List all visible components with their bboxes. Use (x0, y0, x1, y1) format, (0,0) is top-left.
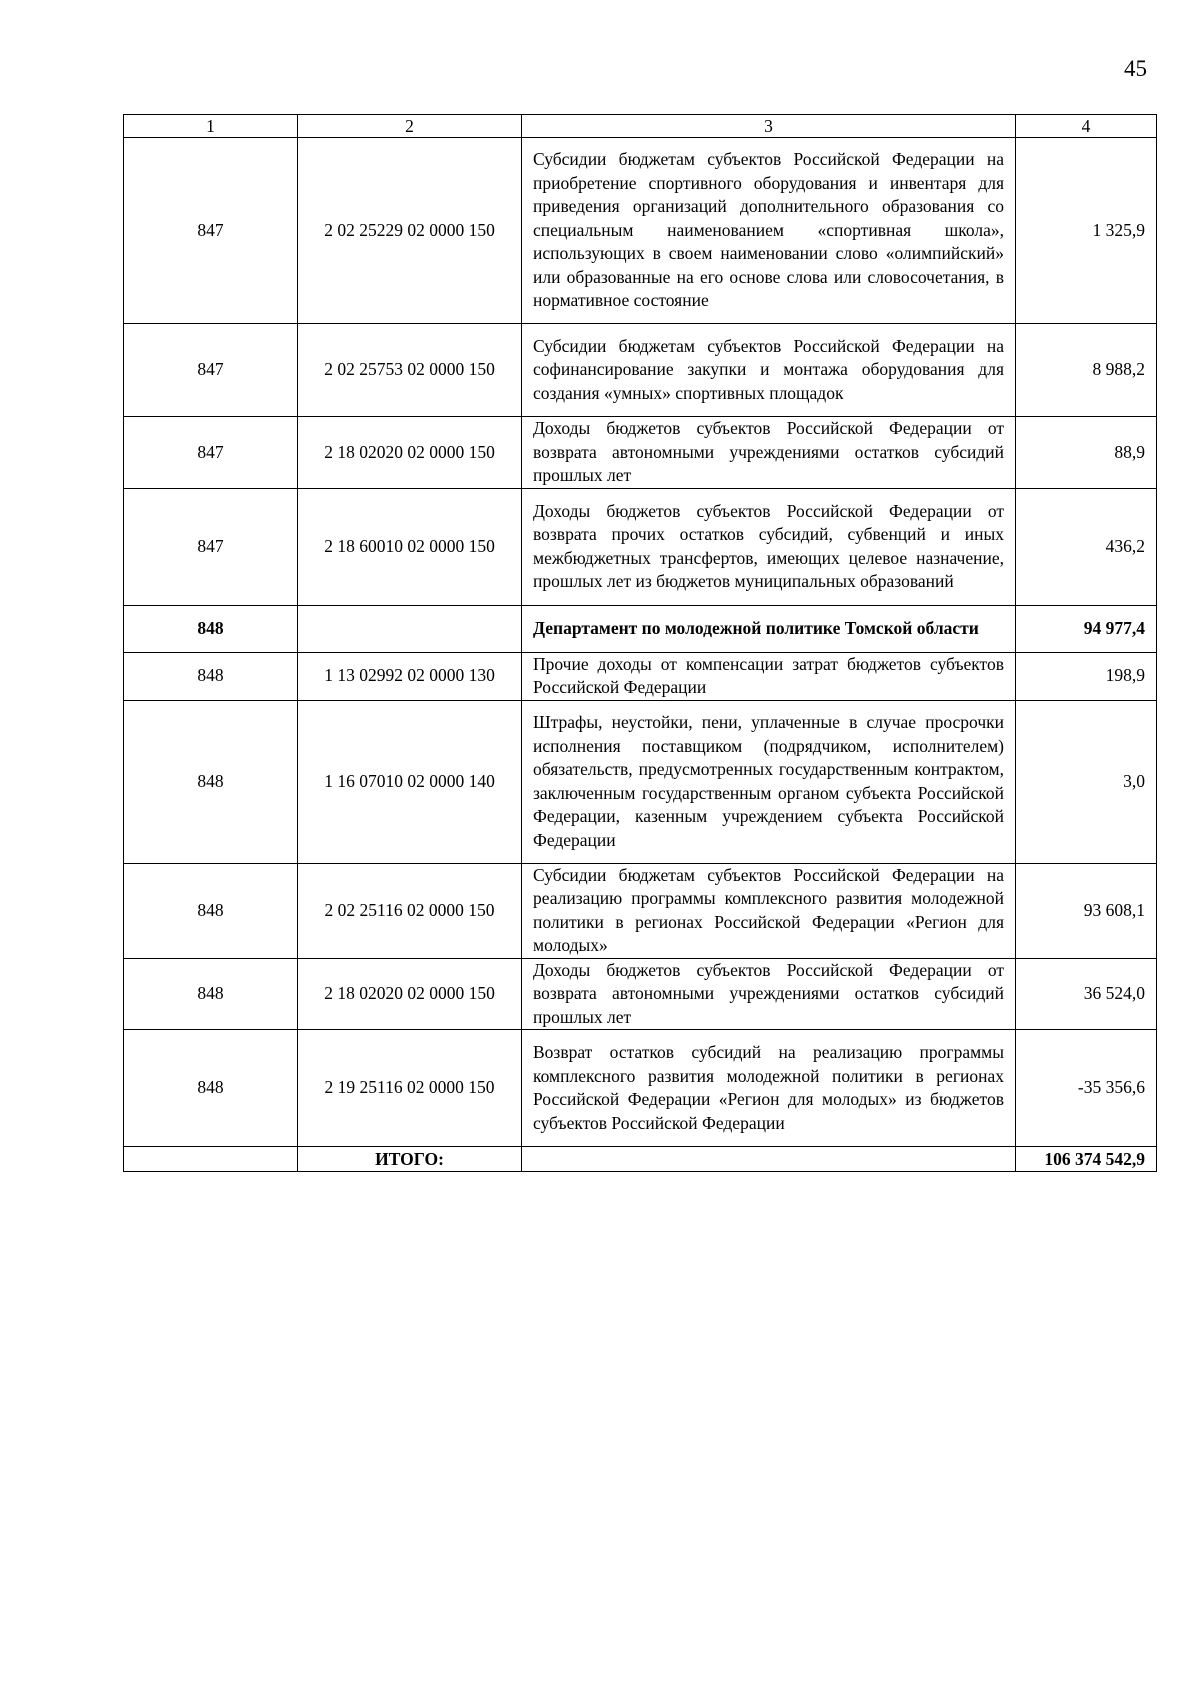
admin-code-cell: 848 (124, 652, 298, 700)
admin-code-cell: 847 (124, 138, 298, 324)
revenue-code-cell: 2 18 02020 02 0000 150 (298, 417, 522, 489)
description-cell: Субсидии бюджетам субъектов Российской Федерации на приобретение спортивного оборудования и инвентаря для приведения организаций дополнительного образования со специальным наименованием «спортивная школа», использующих в своем наименовании слово «олимпийский» или образованные на его основе слова или словосочетания, в нормативное состояние (522, 138, 1016, 324)
header-col-3: 3 (522, 115, 1016, 138)
description-cell: Доходы бюджетов субъектов Российской Федерации от возврата автономными учреждениями остатков субсидий прошлых лет (522, 417, 1016, 489)
amount-cell: 198,9 (1016, 652, 1157, 700)
table-row (124, 138, 1157, 324)
description-cell: Доходы бюджетов субъектов Российской Федерации от возврата автономными учреждениями остатков субсидий прошлых лет (522, 958, 1016, 1030)
header-col-1: 1 (124, 115, 298, 138)
total-empty-cell (522, 1147, 1016, 1172)
header-col-4: 4 (1016, 115, 1157, 138)
amount-cell: 93 608,1 (1016, 863, 1157, 958)
amount-cell: 94 977,4 (1016, 605, 1157, 652)
revenue-code-cell: 2 02 25753 02 0000 150 (298, 324, 522, 417)
table-row (124, 863, 1157, 958)
amount-cell: -35 356,6 (1016, 1030, 1157, 1147)
revenue-code-cell: 2 18 60010 02 0000 150 (298, 488, 522, 605)
admin-code-cell: 848 (124, 863, 298, 958)
table-row (124, 1030, 1157, 1147)
table-row (124, 700, 1157, 863)
description-cell: Штрафы, неустойки, пени, уплаченные в случае просрочки исполнения поставщиком (подрядчиком, исполнителем) обязательств, предусмотренных государственным контрактом, заключенным государственным органом субъекта Российской Федерации, казенным учреждением субъекта Российской Федерации (522, 700, 1016, 863)
admin-code-cell: 848 (124, 958, 298, 1030)
table-row (124, 652, 1157, 700)
table-row (124, 324, 1157, 417)
amount-cell: 8 988,2 (1016, 324, 1157, 417)
admin-code-cell: 847 (124, 417, 298, 489)
revenue-code-cell: 2 02 25116 02 0000 150 (298, 863, 522, 958)
total-empty-cell (124, 1147, 298, 1172)
description-cell: Департамент по молодежной политике Томской области (522, 605, 1016, 652)
table-row (124, 488, 1157, 605)
revenue-table (123, 114, 1157, 1172)
revenue-code-cell (298, 605, 522, 652)
total-row (124, 1147, 1157, 1172)
description-cell: Субсидии бюджетам субъектов Российской Федерации на реализацию программы комплексного развития молодежной политики в регионах Российской Федерации «Регион для молодых» (522, 863, 1016, 958)
header-col-2: 2 (298, 115, 522, 138)
admin-code-cell: 848 (124, 605, 298, 652)
amount-cell: 88,9 (1016, 417, 1157, 489)
description-cell: Возврат остатков субсидий на реализацию программы комплексного развития молодежной политики в регионах Российской Федерации «Регион для молодых» из бюджетов субъектов Российской Федерации (522, 1030, 1016, 1147)
admin-code-cell: 847 (124, 324, 298, 417)
total-value: 106 374 542,9 (1016, 1147, 1157, 1172)
page-number: 45 (1124, 56, 1147, 81)
revenue-code-cell: 2 02 25229 02 0000 150 (298, 138, 522, 324)
revenue-code-cell: 1 13 02992 02 0000 130 (298, 652, 522, 700)
admin-code-cell: 848 (124, 1030, 298, 1147)
amount-cell: 1 325,9 (1016, 138, 1157, 324)
revenue-code-cell: 2 19 25116 02 0000 150 (298, 1030, 522, 1147)
revenue-code-cell: 2 18 02020 02 0000 150 (298, 958, 522, 1030)
admin-code-cell: 847 (124, 488, 298, 605)
total-label: ИТОГО: (298, 1147, 522, 1172)
revenue-code-cell: 1 16 07010 02 0000 140 (298, 700, 522, 863)
admin-code-cell: 848 (124, 700, 298, 863)
table-row (124, 605, 1157, 652)
amount-cell: 436,2 (1016, 488, 1157, 605)
table-row (124, 958, 1157, 1030)
table-header-row (124, 115, 1157, 138)
amount-cell: 36 524,0 (1016, 958, 1157, 1030)
description-cell: Субсидии бюджетам субъектов Российской Федерации на софинансирование закупки и монтажа оборудования для создания «умных» спортивных площадок (522, 324, 1016, 417)
amount-cell: 3,0 (1016, 700, 1157, 863)
description-cell: Доходы бюджетов субъектов Российской Федерации от возврата прочих остатков субсидий, субвенций и иных межбюджетных трансфертов, имеющих целевое назначение, прошлых лет из бюджетов муниципальных образований (522, 488, 1016, 605)
table-row (124, 417, 1157, 489)
description-cell: Прочие доходы от компенсации затрат бюджетов субъектов Российской Федерации (522, 652, 1016, 700)
